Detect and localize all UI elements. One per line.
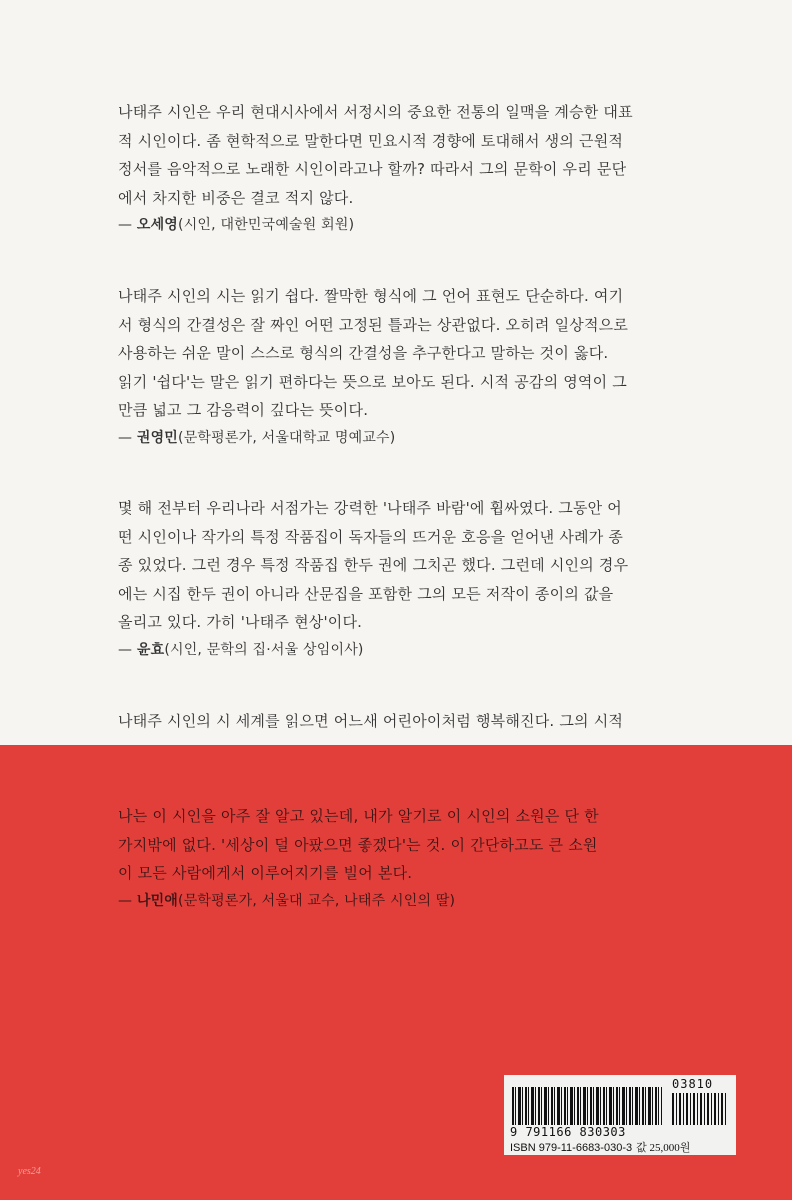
price-label: 값 25,000원 [636, 1142, 691, 1154]
ean-barcode-bars [512, 1087, 662, 1125]
blurb-attribution [118, 890, 678, 912]
attribution-role: (시인, 대한민국예술원 회원) [178, 217, 355, 233]
blurb-kwon-young-min [118, 282, 678, 449]
blurb-text: 나는 이 시인을 아주 잘 알고 있는데, 내가 알기로 이 시인의 소원은 단 한 가지밖에 없다. '세상이 덜 아팠으면 좋겠다'는 것. 이 간단하고도 큰 소원 이 모든 사람에게서 이루어지기를 빌어 본다. [118, 807, 599, 882]
attribution-dash: — [118, 892, 133, 909]
attribution-name: 오세영 [136, 217, 179, 233]
ean-digits: 9 791166 830303 [510, 1125, 626, 1139]
attribution-dash: — [118, 429, 133, 446]
isbn-price-line [510, 1139, 690, 1155]
isbn-number: ISBN 979-11-6683-030-3 [510, 1142, 633, 1154]
blurb-attribution [118, 639, 678, 661]
attribution-role: (문학평론가, 서울대 교수, 나태주 시인의 딸) [178, 892, 456, 909]
attribution-name: 윤효 [136, 641, 165, 658]
blurb-text: 나태주 시인은 우리 현대시사에서 서정시의 중요한 전통의 일맥을 계승한 대표 적 시인이다. 좀 현학적으로 말한다면 민요시적 경향에 토대해서 생의 근원적 정서를 음악적으로 노래한 시인이라고나 할까? 따라서 그의 문학이 우리 문단 에서 차지한 비중은 결코 적지 않다. [118, 103, 633, 207]
addon-digits: 03810 [672, 1077, 714, 1091]
attribution-dash: — [118, 641, 133, 658]
blurb-yoon-hyo [118, 494, 678, 661]
watermark-stamp: yes24 [18, 1166, 41, 1177]
blurb-truncated [118, 707, 678, 736]
attribution-role: (문학평론가, 서울대학교 명예교수) [178, 429, 396, 446]
isbn-barcode [504, 1075, 736, 1155]
blurb-na-min-ae [118, 802, 678, 912]
blurb-oh-se-young [118, 98, 678, 236]
blurb-text: 나태주 시인의 시는 읽기 쉽다. 짤막한 형식에 그 언어 표현도 단순하다. 여기 서 형식의 간결성은 잘 짜인 어떤 고정된 틀과는 상관없다. 오히려 일상적으로 사용하는 쉬운 말이 스스로 형식의 간결성을 추구한다고 말하는 것이 옳다. 읽기 '쉽다'는 말은 읽기 편하다는 뜻으로 보아도 된다. 시적 공감의 영역이 그 만큼 넓고 그 감응력이 깊다는 뜻이다. [118, 287, 629, 419]
attribution-name: 나민애 [136, 892, 179, 909]
attribution-dash: — [118, 217, 133, 233]
addon-barcode-bars [672, 1093, 728, 1125]
attribution-name: 권영민 [136, 429, 179, 446]
blurb-text: 몇 해 전부터 우리나라 서점가는 강력한 '나태주 바람'에 휩싸였다. 그동안 어 떤 시인이나 작가의 특정 작품집이 독자들의 뜨거운 호응을 얻어낸 사례가 종 종 있었다. 그런 경우 특정 작품집 한두 권에 그치곤 했다. 그런데 시인의 경우 에는 시집 한두 권이 아니라 산문집을 포함한 그의 모든 저작이 종이의 값을 올리고 있다. 가히 '나태주 현상'이다. [118, 499, 629, 631]
blurb-text: 나태주 시인의 시 세계를 읽으면 어느새 어린아이처럼 행복해진다. 그의 시적 [118, 712, 624, 730]
attribution-role: (시인, 문학의 집·서울 상임이사) [164, 641, 364, 658]
blurb-attribution [118, 214, 678, 236]
blurb-attribution [118, 427, 678, 449]
